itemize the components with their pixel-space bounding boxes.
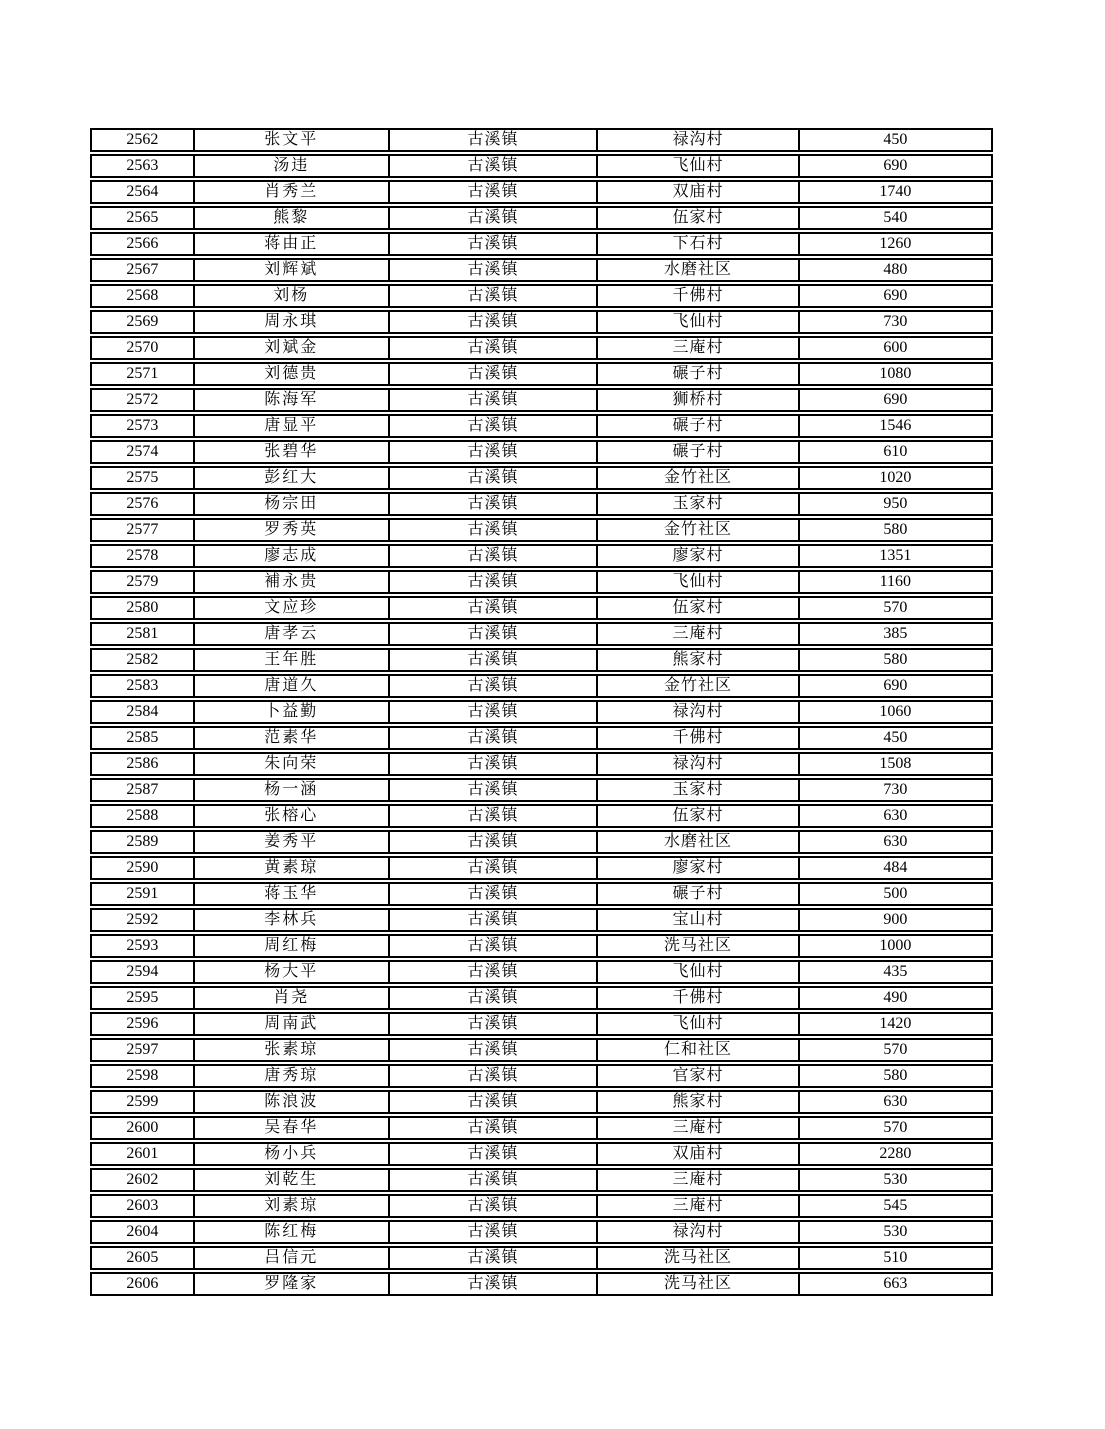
town-cell: 古溪镇 [388, 390, 597, 410]
village-cell: 碾子村 [596, 442, 797, 462]
amount-cell: 580 [798, 1066, 991, 1086]
serial-cell: 2568 [126, 287, 159, 304]
name-cell: 罗隆家 [193, 1274, 388, 1294]
village-cell: 碾子村 [596, 364, 797, 384]
table-row [90, 362, 993, 386]
table-row [90, 778, 993, 802]
amount-cell: 530 [798, 1222, 991, 1242]
serial-cell: 2589 [126, 833, 159, 850]
village-cell: 飞仙村 [596, 962, 797, 982]
town-cell: 古溪镇 [388, 182, 597, 202]
name-cell: 陈海军 [193, 390, 388, 410]
serial-cell: 2569 [126, 313, 159, 330]
amount-cell: 730 [798, 780, 991, 800]
village-cell: 水磨社区 [596, 260, 797, 280]
table-row [90, 1064, 993, 1088]
serial-cell: 2606 [126, 1275, 159, 1292]
name-cell: 刘斌金 [193, 338, 388, 358]
amount-cell: 900 [798, 910, 991, 930]
table-row [90, 232, 993, 256]
name-cell: 刘德贵 [193, 364, 388, 384]
name-cell: 张榕心 [193, 806, 388, 826]
town-cell: 古溪镇 [388, 520, 597, 540]
village-cell: 三庵村 [596, 338, 797, 358]
name-cell: 杨宗田 [193, 494, 388, 514]
table-row [90, 726, 993, 750]
village-cell: 三庵村 [596, 1170, 797, 1190]
village-cell: 金竹社区 [596, 468, 797, 488]
table-row [90, 908, 993, 932]
serial-cell: 2577 [126, 521, 159, 538]
amount-cell: 500 [798, 884, 991, 904]
amount-cell: 690 [798, 390, 991, 410]
serial-cell: 2575 [126, 469, 159, 486]
table-row [90, 1246, 993, 1270]
table-row [90, 1012, 993, 1036]
town-cell: 古溪镇 [388, 442, 597, 462]
table-row [90, 466, 993, 490]
name-cell: 彭红大 [193, 468, 388, 488]
village-cell: 三庵村 [596, 624, 797, 644]
amount-cell: 530 [798, 1170, 991, 1190]
amount-cell: 570 [798, 598, 991, 618]
serial-cell: 2562 [126, 131, 159, 148]
name-cell: 唐秀琼 [193, 1066, 388, 1086]
town-cell: 古溪镇 [388, 1118, 597, 1138]
serial-cell: 2573 [126, 417, 159, 434]
village-cell: 玉家村 [596, 780, 797, 800]
amount-cell: 510 [798, 1248, 991, 1268]
amount-cell: 1260 [798, 234, 991, 254]
table-row [90, 388, 993, 412]
amount-cell: 490 [798, 988, 991, 1008]
village-cell: 禄沟村 [596, 130, 797, 150]
name-cell: 卜益勤 [193, 702, 388, 722]
village-cell: 三庵村 [596, 1196, 797, 1216]
town-cell: 古溪镇 [388, 884, 597, 904]
name-cell: 文应珍 [193, 598, 388, 618]
town-cell: 古溪镇 [388, 1066, 597, 1086]
village-cell: 洗马社区 [596, 1248, 797, 1268]
amount-cell: 1546 [798, 416, 991, 436]
serial-cell: 2586 [126, 755, 159, 772]
amount-cell: 1020 [798, 468, 991, 488]
amount-cell: 570 [798, 1040, 991, 1060]
table-row [90, 284, 993, 308]
table-row [90, 674, 993, 698]
town-cell: 古溪镇 [388, 806, 597, 826]
village-cell: 千佛村 [596, 728, 797, 748]
amount-cell: 1351 [798, 546, 991, 566]
amount-cell: 610 [798, 442, 991, 462]
town-cell: 古溪镇 [388, 1144, 597, 1164]
table-row [90, 882, 993, 906]
table-row [90, 804, 993, 828]
table-row [90, 258, 993, 282]
village-cell: 下石村 [596, 234, 797, 254]
town-cell: 古溪镇 [388, 260, 597, 280]
name-cell: 朱向荣 [193, 754, 388, 774]
serial-cell: 2565 [126, 209, 159, 226]
town-cell: 古溪镇 [388, 1170, 597, 1190]
village-cell: 双庙村 [596, 1144, 797, 1164]
amount-cell: 2280 [798, 1144, 991, 1164]
table-row [90, 206, 993, 230]
amount-cell: 690 [798, 286, 991, 306]
name-cell: 吕信元 [193, 1248, 388, 1268]
name-cell: 蒋玉华 [193, 884, 388, 904]
table-row [90, 934, 993, 958]
name-cell: 周红梅 [193, 936, 388, 956]
town-cell: 古溪镇 [388, 312, 597, 332]
table-row [90, 1194, 993, 1218]
amount-cell: 435 [798, 962, 991, 982]
village-cell: 碾子村 [596, 416, 797, 436]
table-row [90, 336, 993, 360]
town-cell: 古溪镇 [388, 650, 597, 670]
town-cell: 古溪镇 [388, 780, 597, 800]
town-cell: 古溪镇 [388, 910, 597, 930]
name-cell: 唐道久 [193, 676, 388, 696]
table-row [90, 648, 993, 672]
village-cell: 金竹社区 [596, 520, 797, 540]
table-row [90, 1272, 993, 1296]
serial-cell: 2564 [126, 183, 159, 200]
serial-cell: 2598 [126, 1067, 159, 1084]
serial-cell: 2584 [126, 703, 159, 720]
town-cell: 古溪镇 [388, 1248, 597, 1268]
serial-cell: 2590 [126, 859, 159, 876]
table-row [90, 414, 993, 438]
name-cell: 汤违 [193, 156, 388, 176]
serial-cell: 2567 [126, 261, 159, 278]
amount-cell: 580 [798, 520, 991, 540]
serial-cell: 2570 [126, 339, 159, 356]
name-cell: 罗秀英 [193, 520, 388, 540]
serial-cell: 2563 [126, 157, 159, 174]
amount-cell: 630 [798, 1092, 991, 1112]
name-cell: 周永琪 [193, 312, 388, 332]
amount-cell: 545 [798, 1196, 991, 1216]
table-row [90, 492, 993, 516]
town-cell: 古溪镇 [388, 1092, 597, 1112]
table-row [90, 596, 993, 620]
amount-cell: 484 [798, 858, 991, 878]
table-row [90, 440, 993, 464]
serial-cell: 2571 [126, 365, 159, 382]
table-row [90, 1168, 993, 1192]
town-cell: 古溪镇 [388, 624, 597, 644]
serial-cell: 2591 [126, 885, 159, 902]
amount-cell: 600 [798, 338, 991, 358]
amount-cell: 730 [798, 312, 991, 332]
serial-cell: 2579 [126, 573, 159, 590]
name-cell: 李林兵 [193, 910, 388, 930]
village-cell: 宝山村 [596, 910, 797, 930]
village-cell: 狮桥村 [596, 390, 797, 410]
town-cell: 古溪镇 [388, 858, 597, 878]
village-cell: 熊家村 [596, 1092, 797, 1112]
village-cell: 碾子村 [596, 884, 797, 904]
town-cell: 古溪镇 [388, 962, 597, 982]
town-cell: 古溪镇 [388, 338, 597, 358]
amount-cell: 1160 [798, 572, 991, 592]
table-row [90, 752, 993, 776]
town-cell: 古溪镇 [388, 156, 597, 176]
amount-cell: 1420 [798, 1014, 991, 1034]
village-cell: 洗马社区 [596, 936, 797, 956]
table-row [90, 154, 993, 178]
name-cell: 刘辉斌 [193, 260, 388, 280]
name-cell: 熊黎 [193, 208, 388, 228]
name-cell: 姜秀平 [193, 832, 388, 852]
town-cell: 古溪镇 [388, 546, 597, 566]
town-cell: 古溪镇 [388, 728, 597, 748]
village-cell: 双庙村 [596, 182, 797, 202]
name-cell: 张文平 [193, 130, 388, 150]
town-cell: 古溪镇 [388, 208, 597, 228]
serial-cell: 2566 [126, 235, 159, 252]
table-row [90, 1038, 993, 1062]
village-cell: 三庵村 [596, 1118, 797, 1138]
village-cell: 伍家村 [596, 806, 797, 826]
village-cell: 伍家村 [596, 208, 797, 228]
village-cell: 伍家村 [596, 598, 797, 618]
serial-cell: 2593 [126, 937, 159, 954]
town-cell: 古溪镇 [388, 130, 597, 150]
village-cell: 飞仙村 [596, 312, 797, 332]
name-cell: 刘素琼 [193, 1196, 388, 1216]
amount-cell: 1000 [798, 936, 991, 956]
town-cell: 古溪镇 [388, 468, 597, 488]
serial-cell: 2605 [126, 1249, 159, 1266]
amount-cell: 450 [798, 728, 991, 748]
amount-cell: 450 [798, 130, 991, 150]
name-cell: 王年胜 [193, 650, 388, 670]
village-cell: 禄沟村 [596, 702, 797, 722]
amount-cell: 1508 [798, 754, 991, 774]
table-row [90, 1090, 993, 1114]
serial-cell: 2597 [126, 1041, 159, 1058]
table-row [90, 544, 993, 568]
beneficiary-table [90, 128, 993, 1298]
village-cell: 飞仙村 [596, 156, 797, 176]
town-cell: 古溪镇 [388, 1040, 597, 1060]
amount-cell: 480 [798, 260, 991, 280]
name-cell: 黄素琼 [193, 858, 388, 878]
table-row [90, 622, 993, 646]
town-cell: 古溪镇 [388, 416, 597, 436]
table-row [90, 856, 993, 880]
table-row [90, 310, 993, 334]
serial-cell: 2601 [126, 1145, 159, 1162]
village-cell: 熊家村 [596, 650, 797, 670]
village-cell: 飞仙村 [596, 572, 797, 592]
serial-cell: 2576 [126, 495, 159, 512]
table-row [90, 128, 993, 152]
name-cell: 廖志成 [193, 546, 388, 566]
name-cell: 唐孝云 [193, 624, 388, 644]
serial-cell: 2594 [126, 963, 159, 980]
town-cell: 古溪镇 [388, 234, 597, 254]
amount-cell: 630 [798, 806, 991, 826]
serial-cell: 2582 [126, 651, 159, 668]
table-row [90, 960, 993, 984]
table-row [90, 1220, 993, 1244]
serial-cell: 2604 [126, 1223, 159, 1240]
town-cell: 古溪镇 [388, 702, 597, 722]
name-cell: 杨一涵 [193, 780, 388, 800]
serial-cell: 2602 [126, 1171, 159, 1188]
serial-cell: 2583 [126, 677, 159, 694]
town-cell: 古溪镇 [388, 988, 597, 1008]
village-cell: 仁和社区 [596, 1040, 797, 1060]
town-cell: 古溪镇 [388, 598, 597, 618]
amount-cell: 663 [798, 1274, 991, 1294]
village-cell: 廖家村 [596, 858, 797, 878]
village-cell: 水磨社区 [596, 832, 797, 852]
name-cell: 補永贵 [193, 572, 388, 592]
serial-cell: 2585 [126, 729, 159, 746]
village-cell: 禄沟村 [596, 754, 797, 774]
serial-cell: 2572 [126, 391, 159, 408]
serial-cell: 2592 [126, 911, 159, 928]
table-row [90, 1142, 993, 1166]
town-cell: 古溪镇 [388, 1274, 597, 1294]
name-cell: 唐显平 [193, 416, 388, 436]
town-cell: 古溪镇 [388, 676, 597, 696]
name-cell: 张碧华 [193, 442, 388, 462]
amount-cell: 540 [798, 208, 991, 228]
serial-cell: 2581 [126, 625, 159, 642]
name-cell: 陈浪波 [193, 1092, 388, 1112]
village-cell: 廖家村 [596, 546, 797, 566]
table-row [90, 570, 993, 594]
serial-cell: 2587 [126, 781, 159, 798]
amount-cell: 950 [798, 494, 991, 514]
amount-cell: 580 [798, 650, 991, 670]
village-cell: 官家村 [596, 1066, 797, 1086]
name-cell: 蒋由正 [193, 234, 388, 254]
village-cell: 金竹社区 [596, 676, 797, 696]
town-cell: 古溪镇 [388, 832, 597, 852]
table-row [90, 830, 993, 854]
table-row [90, 986, 993, 1010]
town-cell: 古溪镇 [388, 364, 597, 384]
amount-cell: 1060 [798, 702, 991, 722]
table-row [90, 700, 993, 724]
amount-cell: 570 [798, 1118, 991, 1138]
name-cell: 陈红梅 [193, 1222, 388, 1242]
town-cell: 古溪镇 [388, 1014, 597, 1034]
town-cell: 古溪镇 [388, 494, 597, 514]
village-cell: 玉家村 [596, 494, 797, 514]
amount-cell: 630 [798, 832, 991, 852]
village-cell: 飞仙村 [596, 1014, 797, 1034]
name-cell: 周南武 [193, 1014, 388, 1034]
serial-cell: 2588 [126, 807, 159, 824]
serial-cell: 2595 [126, 989, 159, 1006]
serial-cell: 2599 [126, 1093, 159, 1110]
village-cell: 禄沟村 [596, 1222, 797, 1242]
amount-cell: 690 [798, 676, 991, 696]
name-cell: 杨小兵 [193, 1144, 388, 1164]
amount-cell: 1740 [798, 182, 991, 202]
amount-cell: 1080 [798, 364, 991, 384]
table-row [90, 1116, 993, 1140]
town-cell: 古溪镇 [388, 754, 597, 774]
town-cell: 古溪镇 [388, 936, 597, 956]
serial-cell: 2580 [126, 599, 159, 616]
table-row [90, 518, 993, 542]
name-cell: 杨大平 [193, 962, 388, 982]
village-cell: 千佛村 [596, 988, 797, 1008]
town-cell: 古溪镇 [388, 286, 597, 306]
name-cell: 范素华 [193, 728, 388, 748]
serial-cell: 2600 [126, 1119, 159, 1136]
name-cell: 吴春华 [193, 1118, 388, 1138]
town-cell: 古溪镇 [388, 1196, 597, 1216]
town-cell: 古溪镇 [388, 572, 597, 592]
village-cell: 千佛村 [596, 286, 797, 306]
amount-cell: 385 [798, 624, 991, 644]
name-cell: 肖尧 [193, 988, 388, 1008]
serial-cell: 2578 [126, 547, 159, 564]
name-cell: 刘杨 [193, 286, 388, 306]
village-cell: 洗马社区 [596, 1274, 797, 1294]
name-cell: 肖秀兰 [193, 182, 388, 202]
serial-cell: 2603 [126, 1197, 159, 1214]
table-row [90, 180, 993, 204]
serial-cell: 2574 [126, 443, 159, 460]
name-cell: 刘乾生 [193, 1170, 388, 1190]
name-cell: 张素琼 [193, 1040, 388, 1060]
town-cell: 古溪镇 [388, 1222, 597, 1242]
serial-cell: 2596 [126, 1015, 159, 1032]
amount-cell: 690 [798, 156, 991, 176]
